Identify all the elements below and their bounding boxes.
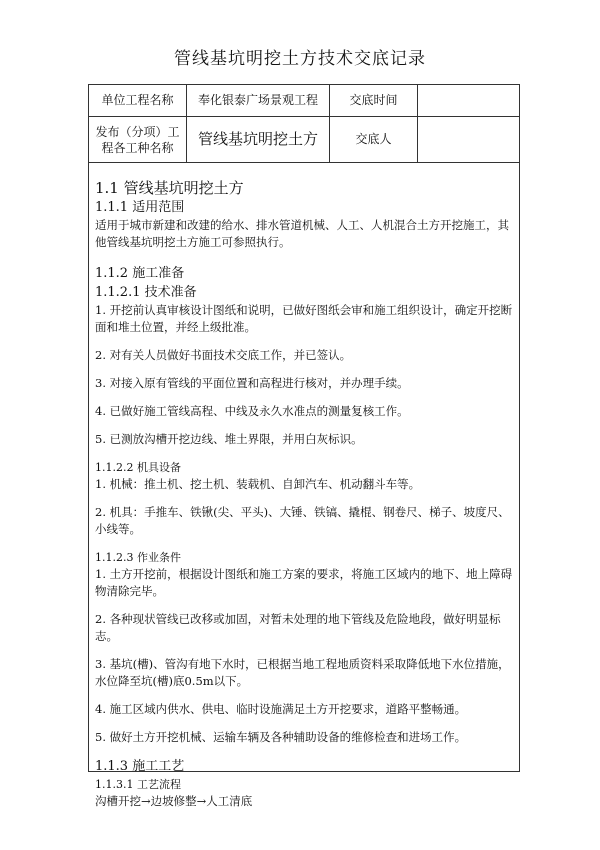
cond-item-4: 4. 施工区域内供水、供电、临时设施满足土方开挖要求，道路平整畅通。 (95, 702, 467, 716)
section-heading-cond: 1.1.2.3 作业条件 (95, 551, 181, 564)
cond-item-1: 1. 土方开挖前，根据设计图纸和施工方案的要求，将施工区域内的地下、地上障碍物清除完毕。 (95, 567, 513, 598)
cond-item-2: 2. 各种现状管线已改移或加固，对暂未处理的地下管线及危险地段，做好明显标志。 (95, 612, 501, 643)
handover-time-value[interactable] (418, 85, 519, 116)
row-divider-2 (89, 162, 519, 163)
section-heading-tech: 1.1.2.1 技术准备 (95, 285, 197, 300)
unit-project-value: 奉化银泰广场景观工程 (197, 93, 318, 107)
equip-item-2: 2. 机具：手推车、铁锹(尖、平头)、大锤、铁镐、撬棍、钢卷尺、梯子、坡度尺、小线等。 (95, 505, 510, 536)
handover-person-label: 交底人 (355, 132, 392, 146)
tech-item-3: 3. 对接入原有管线的平面位置和高程进行核对，并办理手续。 (95, 376, 409, 390)
section-heading-1-1: 1.1 管线基坑明挖土方 (95, 179, 244, 197)
section-heading-scope: 1.1.1 适用范围 (95, 200, 185, 215)
section-heading-process: 1.1.3 施工工艺 (95, 759, 185, 774)
subproject-label-line1: 发布（分项）工 (95, 124, 180, 139)
document-body (95, 178, 517, 816)
handover-time-label: 交底时间 (349, 93, 398, 107)
scope-text: 适用于城市新建和改建的给水、排水管道机械、人工、人机混合土方开挖施工，其他管线基坑明挖土方施工可参照执行。 (95, 218, 509, 249)
handover-person-value[interactable] (418, 117, 519, 162)
section-heading-equip: 1.1.2.2 机具设备 (95, 461, 181, 474)
cond-item-5: 5. 做好土方开挖机械、运输车辆及各种辅助设备的维修检查和进场工作。 (95, 730, 467, 744)
cond-item-3: 3. 基坑(槽)、管沟有地下水时，已根据当地工程地质资料采取降低地下水位措施，水位降至坑(槽)底0.5m以下。 (95, 657, 510, 688)
section-heading-flow: 1.1.3.1 工艺流程 (95, 778, 181, 791)
subproject-value: 管线基坑明挖土方 (197, 130, 318, 148)
tech-item-5: 5. 已测放沟槽开挖边线、堆土界限，并用白灰标识。 (95, 432, 363, 446)
subproject-label-line2: 程各工种名称 (101, 140, 174, 155)
subproject-label (89, 117, 186, 162)
unit-project-label: 单位工程名称 (101, 93, 174, 107)
tech-item-2: 2. 对有关人员做好书面技术交底工作，并已签认。 (95, 348, 352, 362)
section-heading-prep: 1.1.2 施工准备 (95, 266, 185, 281)
tech-item-1: 1. 开挖前认真审核设计图纸和说明，已做好图纸会审和施工组织设计，确定开挖断面和堆土位置，并经上级批准。 (95, 303, 513, 334)
document-title: 管线基坑明挖土方技术交底记录 (174, 49, 426, 69)
tech-item-4: 4. 已做好施工管线高程、中线及永久水准点的测量复核工作。 (95, 404, 409, 418)
equip-item-1: 1. 机械：推土机、挖土机、装载机、自卸汽车、机动翻斗车等。 (95, 477, 421, 491)
flow-text: 沟槽开挖→边坡修整→人工清底 (95, 794, 253, 808)
